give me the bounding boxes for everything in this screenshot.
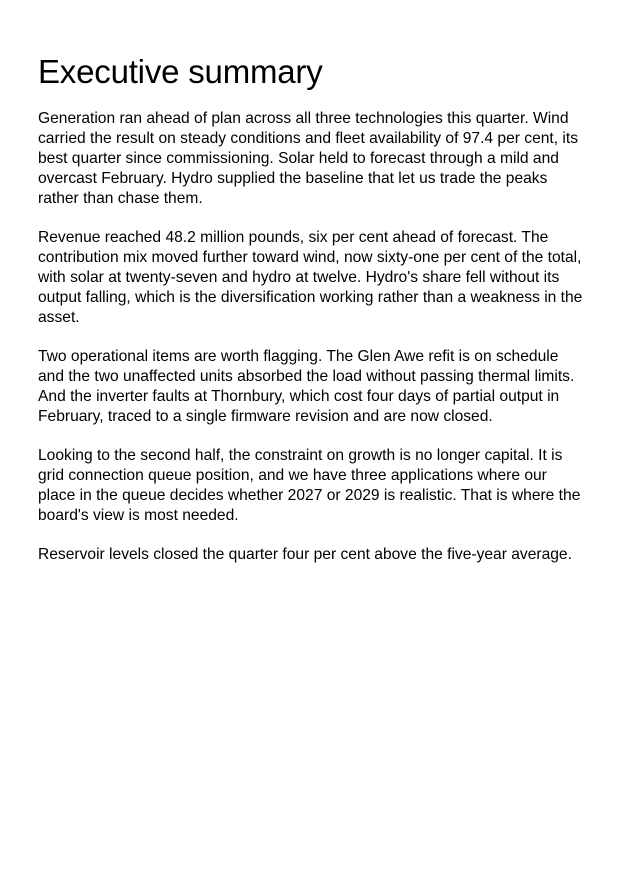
paragraph-operations: Two operational items are worth flagging. The Glen Awe refit is on schedule and the two unaffected units absorbed the load without passing thermal limits. And the inverter faults at Thornbury, which cost four days of partial output in February, traced to a single firmware revision and are now closed. (38, 348, 575, 425)
paragraph-revenue: Revenue reached 48.2 million pounds, six per cent ahead of forecast. The contribution mix moved further toward wind, now sixty-one per cent of the total, with solar at twenty-seven and hydro at twelve. Hydro's share fell without its output falling, which is the diversification working rather than a weakness in the asset. (38, 229, 583, 326)
paragraph-generation: Generation ran ahead of plan across all three technologies this quarter. Wind carried the result on steady conditions and fleet availability of 97.4 per cent, its best quarter since commissioning. Solar held to forecast through a mild and overcast February. Hydro supplied the baseline that let us trade the peaks rather than chase them. (38, 110, 579, 207)
paragraph-outlook: Looking to the second half, the constraint on growth is no longer capital. It is grid connection queue position, and we have three applications where our place in the queue decides whether 2027 or 2029 is realistic. That is where the board's view is most needed. (38, 447, 581, 524)
page-title: Executive summary (38, 53, 323, 90)
paragraph-reservoir: Reservoir levels closed the quarter four per cent above the five-year average. (38, 546, 572, 563)
